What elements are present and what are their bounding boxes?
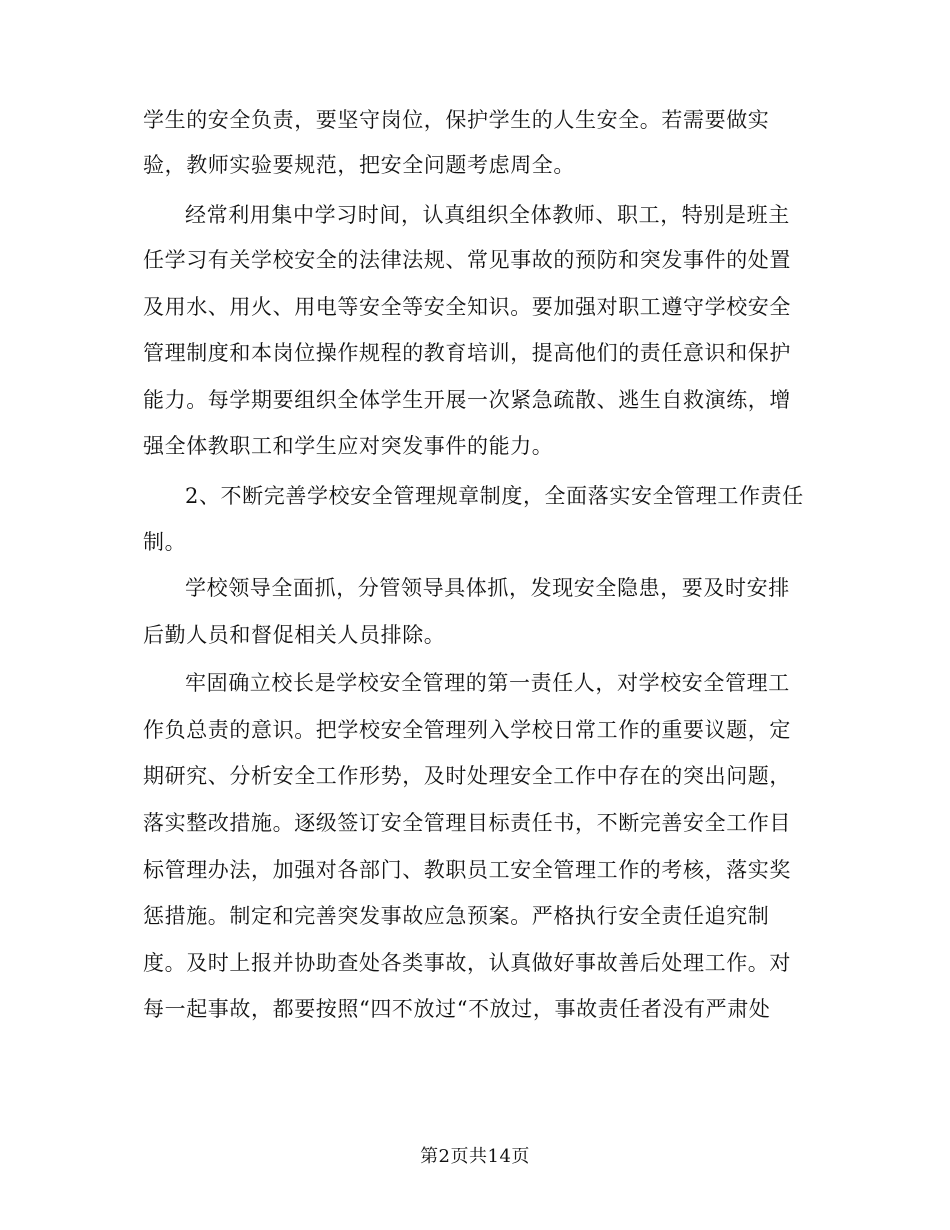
paragraph-first-line: 经常利用集中学习时间，认真组织全体教师、职工，特别是班主 (185, 203, 790, 227)
paragraph-first-line: 学校领导全面抓，分管领导具体抓，发现安全隐患，要及时安排 (185, 576, 790, 600)
text-line: 惩措施。制定和完善突发事故应急预案。严格执行安全责任追究制 (143, 904, 770, 928)
text-line: 期研究、分析安全工作形势，及时处理安全工作中存在的突出问题， (143, 764, 791, 788)
text-line: 作负总责的意识。把学校安全管理列入学校日常工作的重要议题，定 (143, 718, 791, 742)
text-line: 及用水、用火、用电等安全等安全知识。要加强对职工遵守学校安全 (143, 295, 791, 319)
text-line: 能力。每学期要组织全体学生开展一次紧急疏散、逃生自救演练，增 (143, 388, 791, 412)
paragraph-first-line: 2、不断完善学校安全管理规章制度，全面落实安全管理工作责任 (185, 484, 804, 508)
text-line: 验，教师实验要规范，把安全问题考虑周全。 (143, 153, 575, 177)
page-number-footer: 第2页共14页 (420, 1146, 530, 1167)
text-line: 制。 (143, 530, 187, 554)
text-line: 管理制度和本岗位操作规程的教育培训，提高他们的责任意识和保护 (143, 341, 791, 365)
text-line: 度。及时上报并协助查处各类事故，认真做好事故善后处理工作。对 (143, 951, 791, 975)
text-line: 标管理办法，加强对各部门、教职员工安全管理工作的考核，落实奖 (143, 858, 791, 882)
text-line: 落实整改措施。逐级签订安全管理目标责任书，不断完善安全工作目 (143, 811, 791, 835)
text-line: 强全体教职工和学生应对突发事件的能力。 (143, 434, 554, 458)
text-line: 每一起事故，都要按照“四不放过“不放过，事故责任者没有严肃处 (143, 997, 771, 1021)
text-line: 任学习有关学校安全的法律法规、常见事故的预防和突发事件的处置 (143, 248, 791, 272)
paragraph-first-line: 牢固确立校长是学校安全管理的第一责任人，对学校安全管理工 (185, 671, 790, 695)
text-line: 学生的安全负责，要坚守岗位，保护学生的人生安全。若需要做实 (143, 108, 770, 132)
text-line: 后勤人员和督促相关人员排除。 (143, 623, 446, 647)
